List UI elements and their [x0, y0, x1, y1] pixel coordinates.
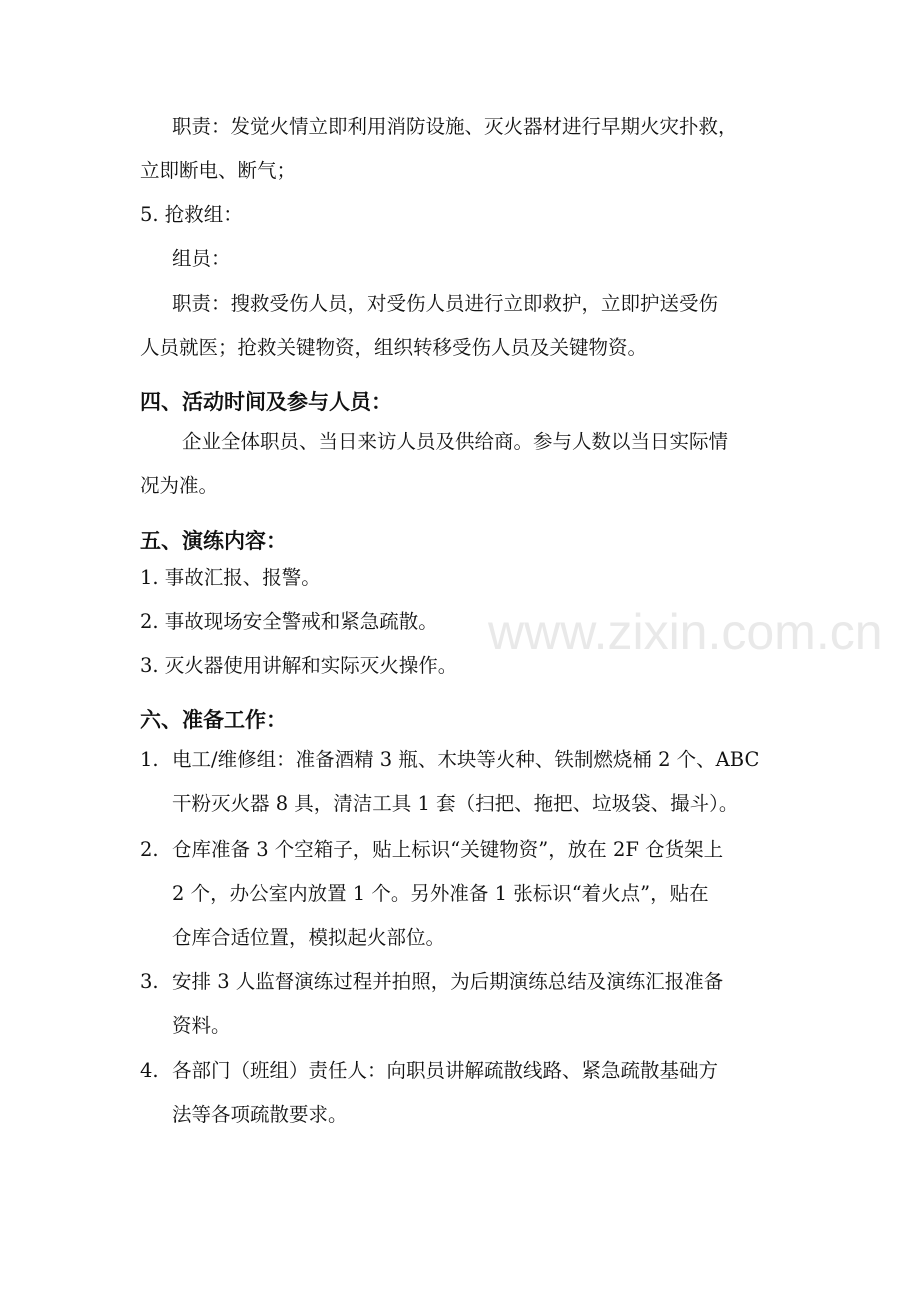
- duty-line-1: 职责：发觉火情立即利用消防设施、灭火器材进行早期火灾扑救，: [172, 115, 738, 138]
- section-6-item-2-line-1: 仓库准备 3 个空箱子，贴上标识“关键物资”，放在 2F 仓货架上: [172, 838, 724, 861]
- watermark: www.zixin.com.cn: [488, 604, 883, 660]
- section-6-item-2-line-3: 仓库合适位置，模拟起火部位。: [172, 926, 446, 949]
- section-6-title: 六、准备工作：: [140, 708, 287, 732]
- section-6-item-4-line-1: 各部门（班组）责任人：向职员讲解疏散线路、紧急疏散基础方: [172, 1059, 719, 1082]
- section-5-item-3: 3. 灭火器使用讲解和实际灭火操作。: [140, 654, 458, 677]
- section-6-item-1-line-2: 干粉灭火器 8 具，清洁工具 1 套（扫把、拖把、垃圾袋、撮斗）。: [172, 792, 739, 815]
- section-4-para-line-2: 况为准。: [140, 474, 219, 497]
- section-5-item-2: 2. 事故现场安全警戒和紧急疏散。: [140, 610, 438, 633]
- section-6-item-2-number: 2.: [140, 838, 159, 861]
- section-4-title: 四、活动时间及参与人员：: [140, 390, 392, 414]
- section-6-item-1-line-1: 电工/维修组：准备酒精 3 瓶、木块等火种、铁制燃烧桶 2 个、ABC: [172, 748, 760, 771]
- section-5-title: 五、演练内容：: [140, 529, 287, 553]
- section-6-item-3-number: 3.: [140, 970, 159, 993]
- section-6-item-3-line-2: 资料。: [172, 1014, 231, 1037]
- rescue-members: 组员：: [172, 247, 231, 270]
- rescue-group-heading: 5. 抢救组：: [140, 203, 243, 226]
- section-6-item-4-number: 4.: [140, 1059, 159, 1082]
- duty-line-2: 立即断电、断气；: [140, 159, 297, 182]
- section-5-item-1: 1. 事故汇报、报警。: [140, 566, 321, 589]
- section-6-item-3-line-1: 安排 3 人监督演练过程并拍照，为后期演练总结及演练汇报准备: [172, 970, 724, 993]
- rescue-duty-line-2: 人员就医；抢救关键物资，组织转移受伤人员及关键物资。: [140, 336, 648, 359]
- rescue-duty-line-1: 职责：搜救受伤人员，对受伤人员进行立即救护，立即护送受伤: [172, 292, 719, 315]
- section-6-item-2-line-2: 2 个，办公室内放置 1 个。另外准备 1 张标识“着火点”，贴在: [172, 882, 709, 905]
- section-4-para-line-1: 企业全体职员、当日来访人员及供给商。参与人数以当日实际情: [182, 430, 729, 453]
- section-6-item-1-number: 1.: [140, 748, 159, 771]
- section-6-item-4-line-2: 法等各项疏散要求。: [172, 1103, 348, 1126]
